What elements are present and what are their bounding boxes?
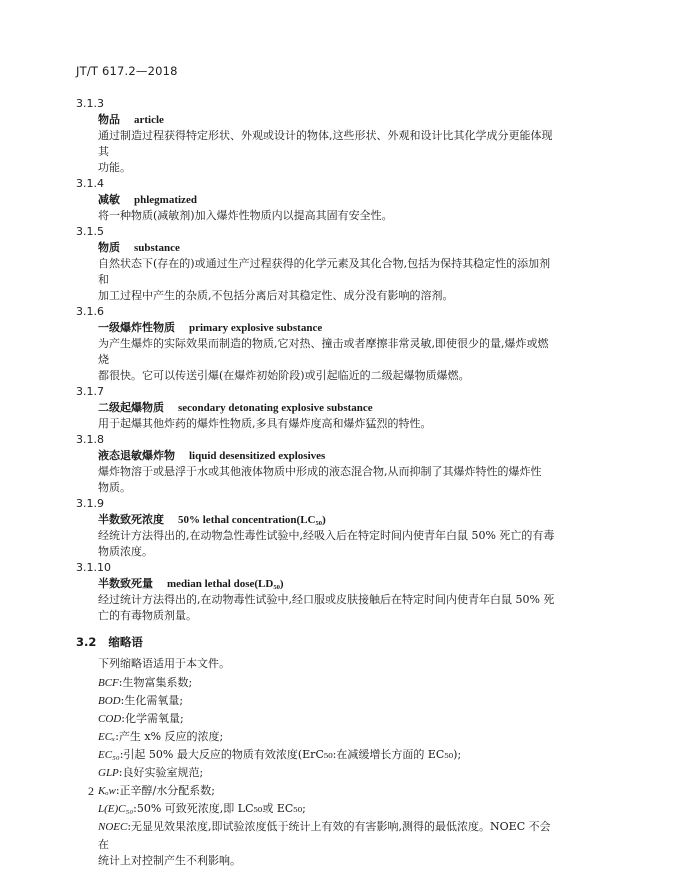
clause-number: 3.1.4 (76, 177, 104, 190)
abbreviation-meaning: :正辛醇/水分配系数; (115, 784, 215, 797)
abbreviation: GLP (98, 767, 119, 779)
definition-line: 亡的有毒物质剂量。 (98, 609, 197, 622)
definition-line: 经过统计方法得出的,在动物毒性试验中,经口服或皮肤接触后在特定时间内使青年白鼠 50% 死 (98, 593, 555, 606)
abbreviation-item (98, 818, 556, 853)
abbreviation-meaning: :生化需氧量; (120, 694, 184, 707)
term-chinese: 半数致死量 (98, 577, 153, 590)
section-title: 缩略语 (108, 635, 143, 649)
clause-number: 3.1.5 (76, 225, 104, 238)
abbreviation: NOEC (98, 821, 128, 833)
abbreviation: L(E)C₅₀ (98, 803, 134, 815)
abbreviations-continuation: 统计上对控制产生不利影响。 (98, 854, 241, 867)
term-english: phlegmatized (134, 194, 197, 206)
term-english: 50% lethal concentration(LC₅₀) (178, 514, 326, 526)
section-number: 3.2 (76, 635, 97, 649)
definition-line: 功能。 (98, 161, 131, 174)
abbreviation-meaning: :化学需氧量; (121, 712, 184, 725)
abbreviations-intro: 下列缩略语适用于本文件。 (98, 657, 230, 670)
term-heading (98, 112, 556, 128)
term-english: median lethal dose(LD₅₀) (167, 578, 284, 590)
clause (76, 432, 556, 496)
term-heading (98, 320, 556, 336)
clause (76, 384, 556, 432)
abbreviation-meaning: :引起 50% 最大反应的物质有效浓度(ErC₅₀:在减缓增长方面的 EC₅₀); (119, 748, 462, 761)
abbreviation-item (98, 782, 556, 800)
term-chinese: 一级爆炸性物质 (98, 321, 175, 334)
abbreviation-item (98, 674, 556, 692)
term-definition (98, 416, 556, 432)
term-chinese: 二级起爆物质 (98, 401, 164, 414)
abbreviation: ECₓ (98, 731, 116, 743)
term-english: article (134, 114, 164, 126)
term-chinese: 半数致死浓度 (98, 513, 164, 526)
abbreviation-item (98, 764, 556, 782)
definition-line: 将一种物质(减敏剂)加入爆炸性物质内以提高其固有安全性。 (98, 209, 393, 222)
clause (76, 224, 556, 304)
clause-number: 3.1.6 (76, 305, 104, 318)
clause-number: 3.1.8 (76, 433, 104, 446)
clause-number: 3.1.10 (76, 561, 111, 574)
page-number: 2 (88, 784, 94, 798)
term-chinese: 减敏 (98, 193, 120, 206)
clause (76, 304, 556, 384)
term-heading (98, 448, 556, 464)
abbreviation: COD (98, 713, 122, 725)
abbreviation: BCF (98, 677, 119, 689)
term-heading (98, 512, 556, 528)
term-definition (98, 128, 556, 176)
abbreviation: BOD (98, 695, 121, 707)
abbreviation-meaning: :产生 x% 反应的浓度; (115, 730, 224, 743)
term-english: substance (134, 242, 180, 254)
document-body (76, 96, 556, 871)
abbreviation-meaning: :无显见效果浓度,即试验浓度低于统计上有效的有害影响,测得的最低浓度。NOEC 不会在 (98, 820, 551, 851)
clause-number: 3.1.3 (76, 97, 104, 110)
standard-code-header: JT/T 617.2—2018 (76, 64, 178, 78)
term-definition (98, 256, 556, 304)
definition-line: 爆炸物溶于或悬浮于水或其他液体物质中形成的液态混合物,从而抑制了其爆炸特性的爆炸性 (98, 465, 542, 478)
term-english: primary explosive substance (189, 322, 323, 334)
abbreviation-item (98, 800, 556, 818)
definition-line: 物质。 (98, 481, 131, 494)
definition-line: 通过制造过程获得特定形状、外观或设计的物体,这些形状、外观和设计比其化学成分更能体现其 (98, 129, 553, 158)
term-definition (98, 528, 556, 560)
term-definition (98, 464, 556, 496)
abbreviation-meaning: :50% 可致死浓度,即 LC₅₀或 EC₅₀; (133, 802, 306, 815)
definition-line: 用于起爆其他炸药的爆炸性物质,多具有爆炸度高和爆炸猛烈的特性。 (98, 417, 432, 430)
abbreviation: EC₅₀ (98, 749, 120, 761)
clause (76, 176, 556, 224)
term-chinese: 物质 (98, 241, 120, 254)
abbreviation-item (98, 692, 556, 710)
term-chinese: 液态退敏爆炸物 (98, 449, 175, 462)
section-heading (76, 634, 556, 650)
definition-line: 物质浓度。 (98, 545, 153, 558)
term-english: secondary detonating explosive substance (178, 402, 373, 414)
term-heading (98, 240, 556, 256)
term-definition (98, 336, 556, 384)
clause (76, 560, 556, 624)
clause (76, 496, 556, 560)
definition-line: 加工过程中产生的杂质,不包括分离后对其稳定性、成分没有影响的溶剂。 (98, 289, 454, 302)
abbreviation-item (98, 728, 556, 746)
term-heading (98, 576, 556, 592)
term-definition (98, 208, 556, 224)
abbreviation-item (98, 710, 556, 728)
terms-definitions (76, 96, 556, 624)
definition-line: 自然状态下(存在的)或通过生产过程获得的化学元素及其化合物,包括为保持其稳定性的添加剂和 (98, 257, 551, 286)
clause-number: 3.1.7 (76, 385, 104, 398)
term-heading (98, 400, 556, 416)
definition-line: 都很快。它可以传送引爆(在爆炸初始阶段)或引起临近的二级起爆物质爆燃。 (98, 369, 470, 382)
definition-line: 经统计方法得出的,在动物急性毒性试验中,经吸入后在特定时间内使青年白鼠 50% 死亡的有毒 (98, 529, 555, 542)
term-definition (98, 592, 556, 624)
abbreviations-list (98, 674, 556, 853)
abbreviation-meaning: :良好实验室规范; (118, 766, 204, 779)
abbreviation-meaning: :生物富集系数; (118, 676, 193, 689)
term-chinese: 物品 (98, 113, 120, 126)
clause (76, 96, 556, 176)
term-heading (98, 192, 556, 208)
abbreviation: Kₒw (98, 785, 116, 797)
abbreviation-item (98, 746, 556, 764)
term-english: liquid desensitized explosives (189, 450, 326, 462)
definition-line: 为产生爆炸的实际效果而制造的物质,它对热、撞击或者摩擦非常灵敏,即使很少的量,爆炸或燃烧 (98, 337, 549, 366)
clause-number: 3.1.9 (76, 497, 104, 510)
